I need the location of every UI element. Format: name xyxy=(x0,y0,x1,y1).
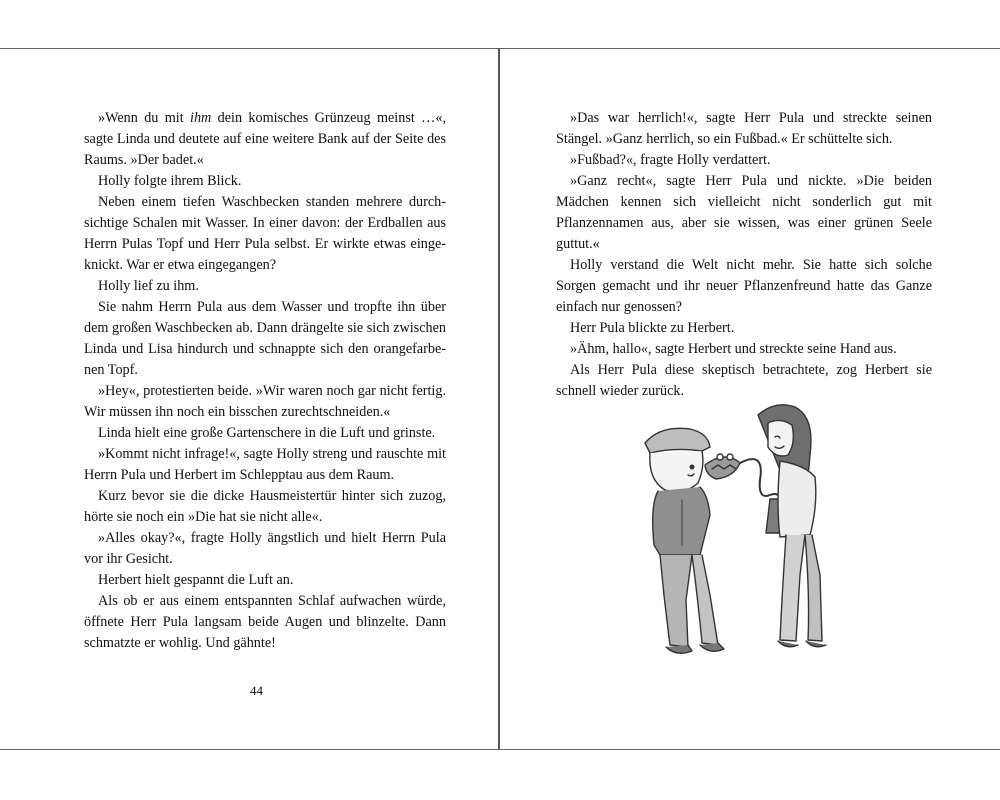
paragraph: »Wenn du mit ihm dein komisches Grünzeug meinst …«, sagte Linda und deutete auf eine weitere Bank auf der Seite des Raums. »Der badet.« xyxy=(84,110,446,168)
paragraph: Sie nahm Herrn Pula aus dem Wasser und tropfte ihn über dem großen Waschbecken ab. Dann drängelte sie sich zwischen Linda und Lisa hindurch und schnappte sich den orangefarbenen Topf. xyxy=(84,299,446,378)
illustration xyxy=(630,395,850,660)
paragraph: Kurz bevor sie die dicke Hausmeistertür hinter sich zuzog, hörte sie noch ein »Die hat sie nicht alle«. xyxy=(84,488,446,525)
paragraph: Holly verstand die Welt nicht mehr. Sie hatte sich solche Sorgen gemacht und ihr neuer Pflanzenfreund hatte das Ganze einfach nur genossen? xyxy=(556,257,932,315)
paragraph: »Ganz recht«, sagte Herr Pula und nickte. »Die beiden Mädchen kennen sich vielleicht nicht sonderlich gut mit Pflanzennamen aus, aber sie wissen, was einer grünen Seele guttut.« xyxy=(556,173,932,252)
paragraph: »Ähm, hallo«, sagte Herbert und streckte seine Hand aus. xyxy=(570,341,897,357)
left-page xyxy=(84,108,446,654)
right-page xyxy=(556,108,932,402)
paragraph: Neben einem tiefen Waschbecken standen mehrere durchsichtige Schalen mit Wasser. In einer davon: der Erdballen aus Herrn Pulas Topf und Herr Pula selbst. Er wirkte etwas eingeknickt. War er etwa eingegangen? xyxy=(84,194,446,273)
paragraph: Linda hielt eine große Gartenschere in die Luft und grinste. xyxy=(98,425,436,441)
paragraph: »Hey«, protestierten beide. »Wir waren noch gar nicht fertig. Wir müssen ihn noch ein bisschen zurechtschneiden.« xyxy=(84,383,446,420)
book-gutter xyxy=(498,48,500,750)
paragraph: Herbert hielt gespannt die Luft an. xyxy=(98,572,294,588)
paragraph: Holly lief zu ihm. xyxy=(98,278,199,294)
paragraph: Als Herr Pula diese skeptisch betrachtete, zog Herbert sie schnell wieder zurück. xyxy=(556,362,932,399)
paragraph: Als ob er aus einem entspannten Schlaf aufwachen würde, öffnete Herr Pula langsam beide Augen und blinzelte. Dann schmatzte er wohlig. Und gähnte! xyxy=(84,593,446,651)
emphasis: ihm xyxy=(190,110,212,126)
paragraph: »Alles okay?«, fragte Holly ängstlich und hielt Herrn Pula vor ihr Gesicht. xyxy=(84,530,446,567)
paragraph: »Kommt nicht infrage!«, sagte Holly streng und rauschte mit Herrn Pula und Herbert im Schlepptau aus dem Raum. xyxy=(84,446,446,483)
page-number: 44 xyxy=(250,683,263,698)
paragraph: »Fußbad?«, fragte Holly verdattert. xyxy=(570,152,771,168)
paragraph: Holly folgte ihrem Blick. xyxy=(98,173,242,189)
paragraph: »Das war herrlich!«, sagte Herr Pula und streckte seinen Stängel. »Ganz herrlich, so ein Fußbad.« Er schüttelte sich. xyxy=(556,110,932,147)
paragraph: Herr Pula blickte zu Herbert. xyxy=(570,320,735,336)
